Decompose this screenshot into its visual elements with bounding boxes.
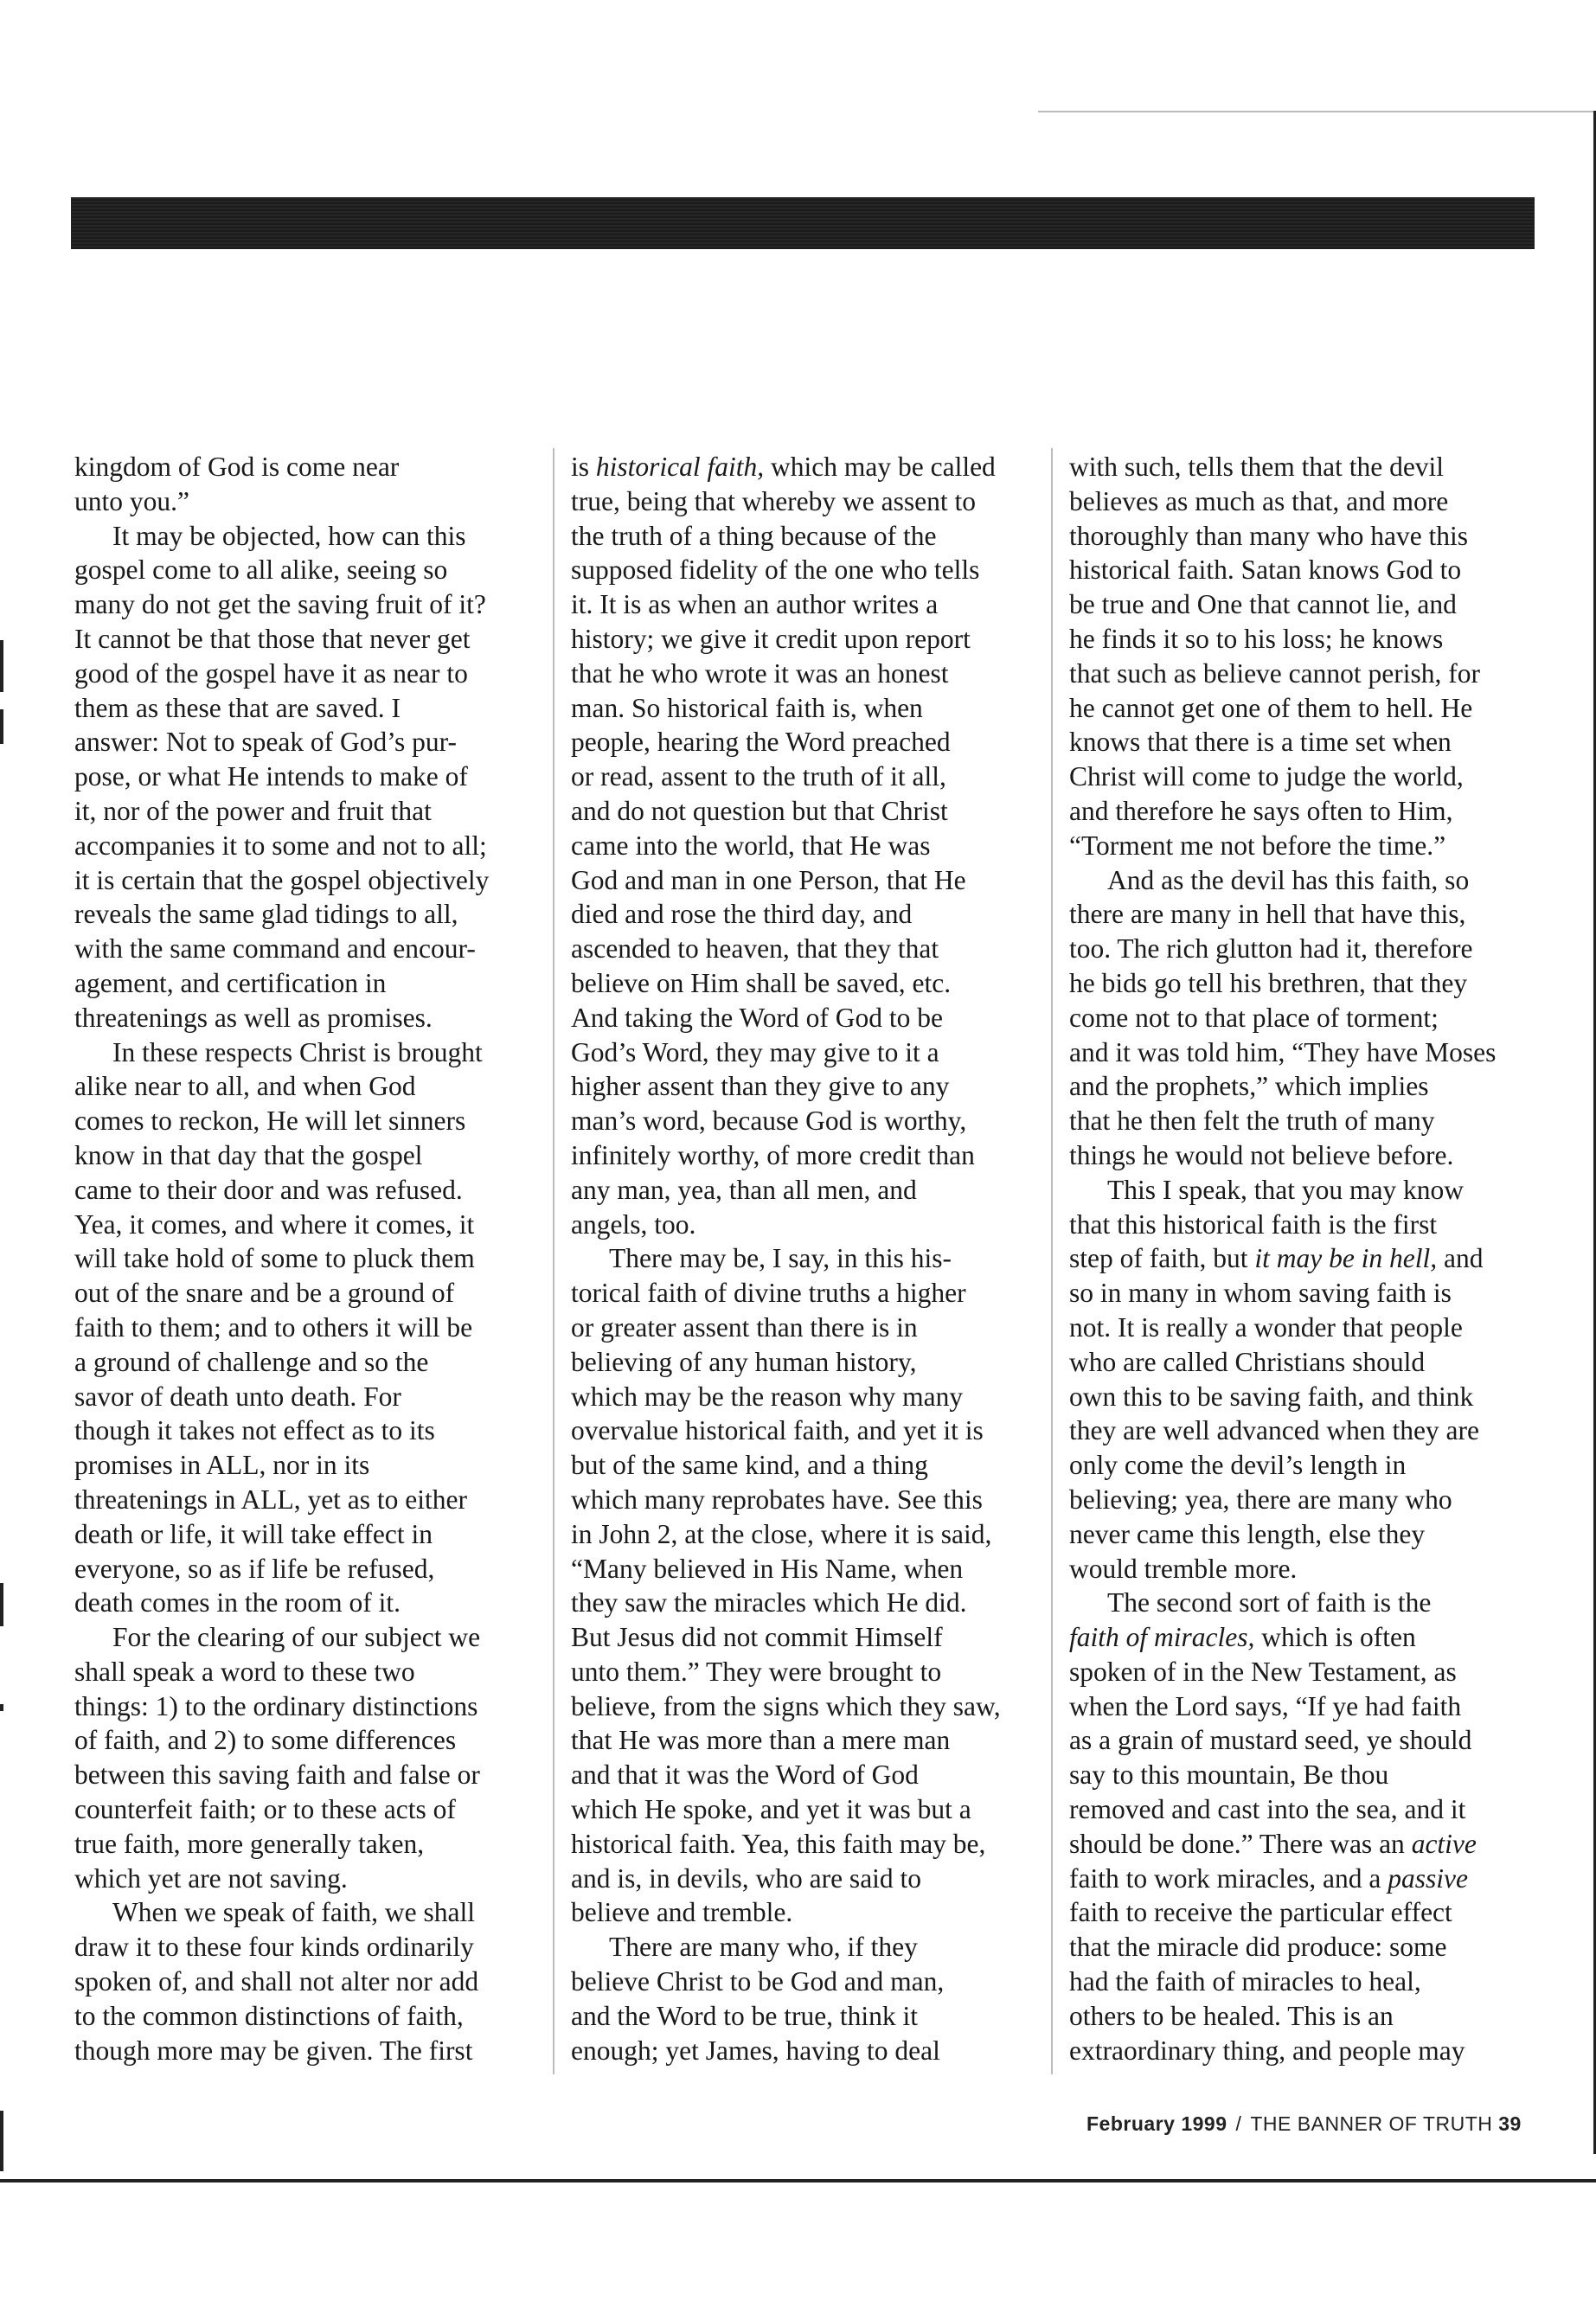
text-line: not. It is really a wonder that people <box>1069 1311 1463 1343</box>
text-line: This I speak, that you may know <box>1107 1174 1465 1205</box>
text-line: God and man in one Person, that He <box>571 864 966 895</box>
text-line: ascended to heaven, that they that <box>571 933 939 965</box>
text-line: to the common distinctions of faith, <box>74 2000 464 2031</box>
text-line: historical faith. Satan knows God to <box>1069 554 1462 586</box>
page-footer <box>1086 2112 1522 2136</box>
text-line: And taking the Word of God to be <box>571 1002 943 1033</box>
text-line: threatenings in ALL, yet as to either <box>74 1484 467 1515</box>
text-line: Yea, it comes, and where it comes, it <box>74 1208 475 1240</box>
text-line: true faith, more generally taken, <box>74 1828 425 1859</box>
text-line: who are called Christians should <box>1069 1346 1426 1377</box>
text-column-2 <box>571 450 1038 2067</box>
column-3-paragraph-1 <box>1069 450 1536 1173</box>
publication-name: THE BANNER OF TRUTH <box>1250 2112 1493 2135</box>
text-line: thoroughly than many who have this <box>1069 520 1469 551</box>
text-line: faith of miracles, which is often <box>1069 1622 1416 1653</box>
text-line: faith to them; and to others it will be <box>74 1311 473 1343</box>
text-line: alike near to all, and when God <box>74 1071 416 1102</box>
text-line: he cannot get one of them to hell. He <box>1069 692 1473 723</box>
text-line: accompanies it to some and not to all; <box>74 830 487 861</box>
scan-edge-mark <box>0 1583 3 1626</box>
text-line: extraordinary thing, and people may <box>1069 2035 1465 2066</box>
text-line: that such as believe cannot perish, for <box>1069 657 1480 689</box>
text-column-1 <box>74 450 542 2067</box>
scan-edge-mark <box>0 2111 3 2171</box>
text-line: There are many who, if they <box>609 1932 918 1963</box>
text-line: believe and tremble. <box>571 1897 793 1928</box>
text-line: unto you.” <box>74 485 189 516</box>
text-line: of faith, and 2) to some differences <box>74 1725 457 1756</box>
text-line: should be done.” There was an active <box>1069 1828 1477 1859</box>
text-line: and is, in devils, who are said to <box>571 1862 922 1894</box>
text-line: agement, and certification in <box>74 967 387 998</box>
text-line: which may be the reason why many <box>571 1381 964 1412</box>
text-line: so in many in whom saving faith is <box>1069 1278 1452 1309</box>
text-line: came to their door and was refused. <box>74 1174 463 1205</box>
text-line: believing of any human history, <box>571 1346 917 1377</box>
page-number: 39 <box>1498 2112 1522 2135</box>
text-line: that He was more than a mere man <box>571 1725 951 1756</box>
text-line: only come the devil’s length in <box>1069 1450 1407 1481</box>
text-line: overvalue historical faith, and yet it is <box>571 1415 984 1446</box>
text-line: The second sort of faith is the <box>1107 1587 1432 1618</box>
text-line: came into the world, that He was <box>571 830 931 861</box>
text-line: and the prophets,” which implies <box>1069 1071 1429 1102</box>
scan-edge-mark <box>0 709 3 744</box>
text-line: supposed fidelity of the one who tells <box>571 554 980 586</box>
text-line: as a grain of mustard seed, ye should <box>1069 1725 1472 1756</box>
text-line: man. So historical faith is, when <box>571 692 923 723</box>
text-line: and it was told him, “They have Moses <box>1069 1036 1497 1067</box>
text-line: comes to reckon, He will let sinners <box>74 1106 466 1137</box>
scan-edge-mark <box>0 640 3 692</box>
text-line: God’s Word, they may give to it a <box>571 1036 939 1067</box>
text-line: torical faith of divine truths a higher <box>571 1278 966 1309</box>
text-line: faith to receive the particular effect <box>1069 1897 1452 1928</box>
text-line: draw it to these four kinds ordinarily <box>74 1932 474 1963</box>
column-3-paragraph-2 <box>1069 1276 1536 1586</box>
header-banner-bar <box>71 197 1535 249</box>
text-line: the truth of a thing because of the <box>571 520 937 551</box>
text-line: believe on Him shall be saved, etc. <box>571 967 952 998</box>
text-line: which many reprobates have. See this <box>571 1484 983 1515</box>
text-line: history; we give it credit upon report <box>571 623 971 654</box>
text-line: they are well advanced when they are <box>1069 1415 1480 1446</box>
text-line: be true and One that cannot lie, and <box>1069 589 1457 620</box>
text-line: And as the devil has this faith, so <box>1107 864 1470 895</box>
text-line: own this to be saving faith, and think <box>1069 1381 1474 1412</box>
text-line: a ground of challenge and so the <box>74 1346 429 1377</box>
text-line: death comes in the room of it. <box>74 1587 401 1618</box>
text-line: knows that there is a time set when <box>1069 727 1452 758</box>
scan-edge-mark <box>0 1704 3 1711</box>
text-line: there are many in hell that have this, <box>1069 899 1466 930</box>
text-line: though more may be given. The first <box>74 2035 473 2066</box>
text-line: come not to that place of torment; <box>1069 1002 1439 1033</box>
text-line: but of the same kind, and a thing <box>571 1450 928 1481</box>
text-line: There may be, I say, in this his- <box>609 1243 952 1274</box>
column-divider <box>553 448 554 2074</box>
text-line: promises in ALL, nor in its <box>74 1450 370 1481</box>
text-line: it. It is as when an author writes a <box>571 589 939 620</box>
column-2-body <box>571 484 1038 2068</box>
text-line: or read, assent to the truth of it all, <box>571 761 946 792</box>
text-line: died and rose the third day, and <box>571 899 913 930</box>
text-line: with such, tells them that the devil <box>1069 452 1445 482</box>
column-divider <box>1051 448 1053 2074</box>
text-line: say to this mountain, Be thou <box>1069 1759 1389 1791</box>
text-line: it, nor of the power and fruit that <box>74 795 432 826</box>
text-column-3 <box>1069 450 1536 2067</box>
text-line: For the clearing of our subject we <box>112 1622 481 1653</box>
text-line: that the miracle did produce: some <box>1069 1932 1447 1963</box>
text-line: death or life, it will take effect in <box>74 1518 433 1549</box>
text-line: good of the gospel have it as near to <box>74 657 468 689</box>
text-line: believe Christ to be God and man, <box>571 1966 945 1997</box>
text-line: things he would not believe before. <box>1069 1139 1454 1170</box>
text-line: spoken of in the New Testament, as <box>1069 1656 1457 1687</box>
text-line: and the Word to be true, think it <box>571 2000 919 2031</box>
text-line: But Jesus did not commit Himself <box>571 1622 943 1653</box>
text-line: higher assent than they give to any <box>571 1071 950 1102</box>
text-line: any man, yea, than all men, and <box>571 1174 917 1205</box>
text-line: which He spoke, and yet it was but a <box>571 1794 971 1825</box>
text-line: Christ will come to judge the world, <box>1069 761 1464 792</box>
text-line: man’s word, because God is worthy, <box>571 1106 967 1137</box>
text-line: unto them.” They were brought to <box>571 1656 942 1687</box>
text-line: “Many believed in His Name, when <box>571 1553 964 1584</box>
text-line: everyone, so as if life be refused, <box>74 1553 435 1584</box>
text-line: shall speak a word to these two <box>74 1656 415 1687</box>
text-line: though it takes not effect as to its <box>74 1415 435 1446</box>
text-line: savor of death unto death. For <box>74 1381 401 1412</box>
text-line: pose, or what He intends to make of <box>74 761 468 792</box>
text-line: between this saving faith and false or <box>74 1759 480 1791</box>
text-line: will take hold of some to pluck them <box>74 1243 475 1274</box>
footer-separator: / <box>1235 2112 1242 2135</box>
text-line: many do not get the saving fruit of it? <box>74 589 486 620</box>
text-line: had the faith of miracles to heal, <box>1069 1966 1421 1997</box>
text-line: historical faith. Yea, this faith may be, <box>571 1828 986 1859</box>
text-line: kingdom of God is come near <box>74 452 400 482</box>
text-line: would tremble more. <box>1069 1553 1298 1584</box>
text-line: with the same command and encour- <box>74 933 476 965</box>
text-line: true, being that whereby we assent to <box>571 485 976 516</box>
text-line: never came this length, else they <box>1069 1518 1426 1549</box>
column-3-paragraph-3-end <box>1069 1895 1536 2067</box>
text-line: that he who wrote it was an honest <box>571 657 949 689</box>
page-bottom-rule <box>0 2179 1596 2182</box>
text-line: spoken of, and shall not alter nor add <box>74 1966 479 1997</box>
text-line: enough; yet James, having to deal <box>571 2035 940 2066</box>
column-3-paragraph-3 <box>1069 1655 1536 1827</box>
text-line: believes as much as that, and more <box>1069 485 1449 516</box>
text-line: them as these that are saved. I <box>74 692 401 723</box>
text-line: It cannot be that those that never get <box>74 623 471 654</box>
text-line: he bids go tell his brethren, that they <box>1069 967 1468 998</box>
text-line: gospel come to all alike, seeing so <box>74 554 448 586</box>
text-line: or greater assent than there is in <box>571 1311 918 1343</box>
issue-date: February 1999 <box>1086 2112 1227 2135</box>
text-line: In these respects Christ is brought <box>112 1036 483 1067</box>
text-line: people, hearing the Word preached <box>571 727 951 758</box>
text-line: believe, from the signs which they saw, <box>571 1690 1001 1721</box>
text-line: believing; yea, there are many who <box>1069 1484 1452 1515</box>
text-line: is historical faith, which may be called <box>571 452 996 482</box>
text-line: he finds it so to his loss; he knows <box>1069 623 1444 654</box>
text-line: in John 2, at the close, where it is said, <box>571 1518 992 1549</box>
text-line: threatenings as well as promises. <box>74 1002 433 1033</box>
text-line: step of faith, but it may be in hell, and <box>1069 1243 1484 1274</box>
text-line: others to be healed. This is an <box>1069 2000 1394 2031</box>
text-line: know in that day that the gospel <box>74 1139 423 1170</box>
text-line: answer: Not to speak of God’s pur- <box>74 727 458 758</box>
text-line: faith to work miracles, and a passive <box>1069 1862 1468 1894</box>
text-line: When we speak of faith, we shall <box>112 1897 475 1928</box>
text-line: and therefore he says often to Him, <box>1069 795 1453 826</box>
text-line: “Torment me not before the time.” <box>1069 830 1446 861</box>
text-line: when the Lord says, “If ye had faith <box>1069 1690 1462 1721</box>
text-line: that he then felt the truth of many <box>1069 1106 1435 1137</box>
page-edge-top <box>1038 111 1596 112</box>
text-line: things: 1) to the ordinary distinctions <box>74 1690 478 1721</box>
text-line: out of the snare and be a ground of <box>74 1278 455 1309</box>
text-line: that this historical faith is the first <box>1069 1208 1438 1240</box>
text-line: angels, too. <box>571 1208 696 1240</box>
text-line: counterfeit faith; or to these acts of <box>74 1794 456 1825</box>
text-line: reveals the same glad tidings to all, <box>74 899 458 930</box>
text-line: which yet are not saving. <box>74 1862 348 1894</box>
text-line: It may be objected, how can this <box>112 520 466 551</box>
text-line: removed and cast into the sea, and it <box>1069 1794 1466 1825</box>
text-line: infinitely worthy, of more credit than <box>571 1139 975 1170</box>
text-line: and do not question but that Christ <box>571 795 948 826</box>
text-line: too. The rich glutton had it, therefore <box>1069 933 1473 965</box>
text-line: and that it was the Word of God <box>571 1759 919 1791</box>
text-line: they saw the miracles which He did. <box>571 1587 967 1618</box>
text-line: it is certain that the gospel objectively <box>74 864 490 895</box>
